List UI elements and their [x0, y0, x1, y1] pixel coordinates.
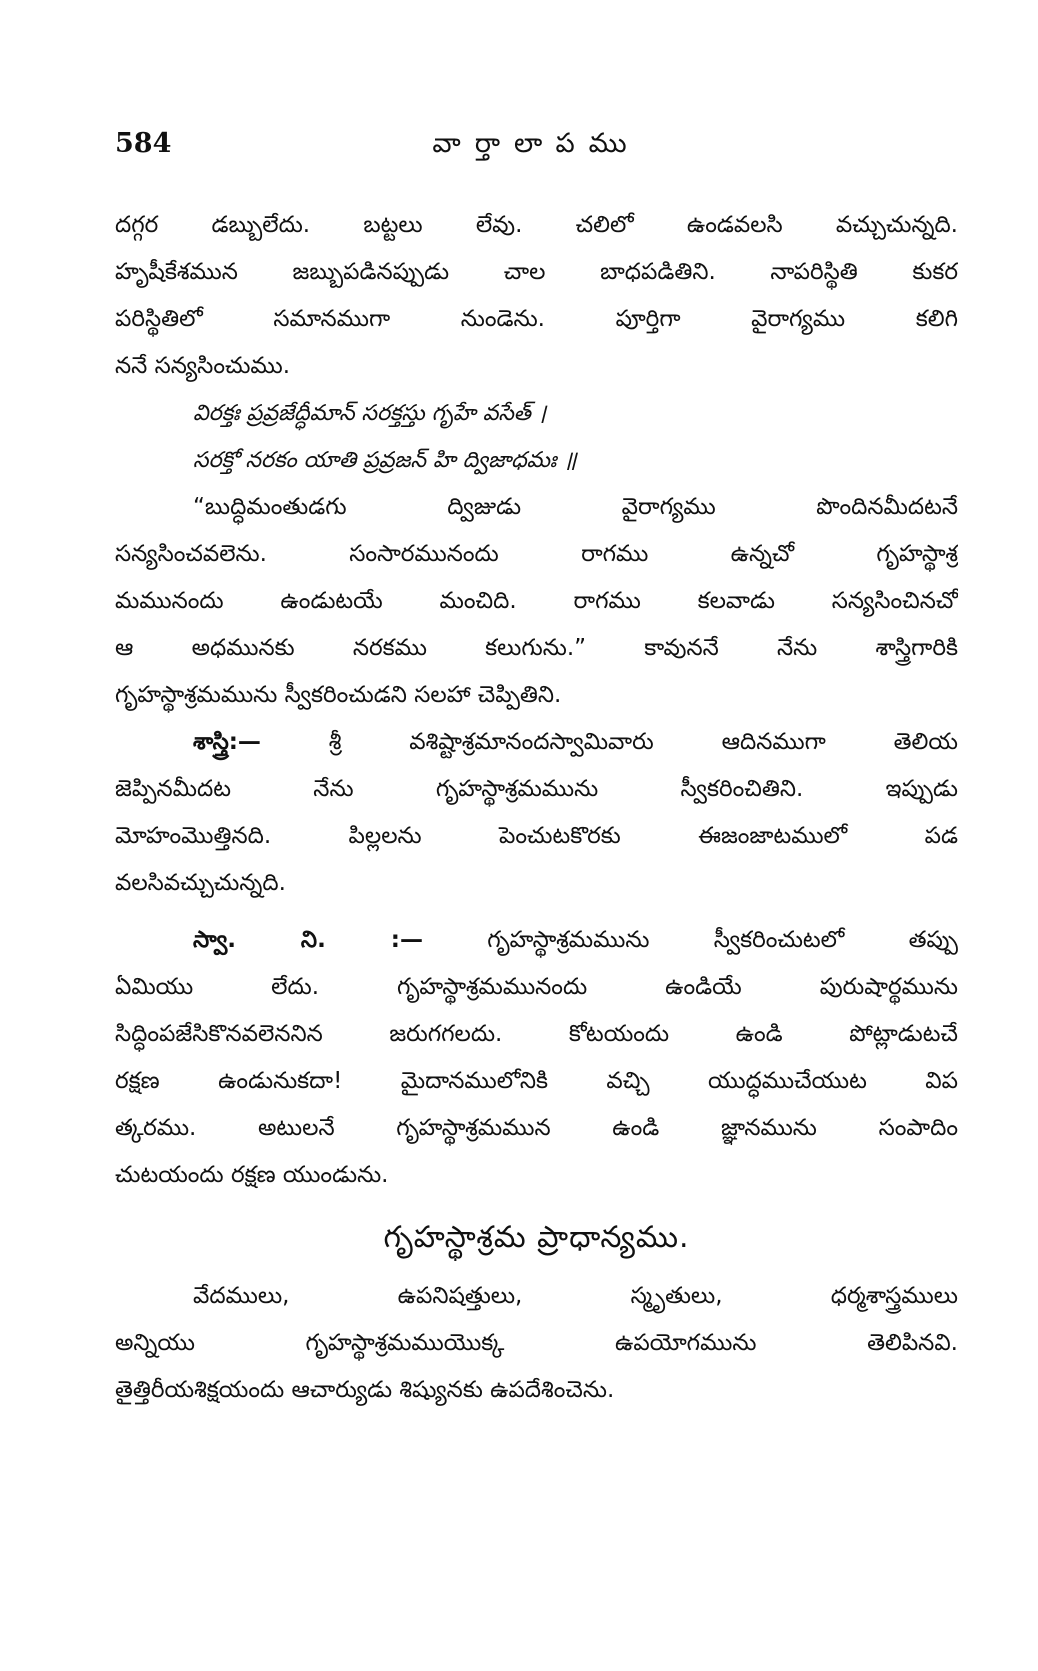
paragraph-gap — [115, 907, 958, 917]
text-line: మోహంమొత్తినది. పిల్లలను పెంచుటకొరకు ఈజంజాటములో పడ — [115, 823, 958, 849]
text-line: గృహస్థాశ్రమమును స్వీకరించుడని సలహా చెప్పితిని. — [115, 682, 562, 708]
text-line: చుటయందు రక్షణ యుండును. — [115, 1162, 389, 1188]
dialogue-text: గృహస్థాశ్రమమును స్వీకరించుటలో తప్పు — [487, 927, 958, 953]
text-line: మమునందు ఉండుటయే మంచిది. రాగము కలవాడు సన్యసించినచో — [115, 588, 958, 614]
dialogue-first-line — [115, 719, 958, 766]
sanskrit-verse — [115, 390, 958, 484]
paragraph-5 — [115, 1273, 958, 1414]
text-line: వలసివచ్చుచున్నది. — [115, 870, 286, 896]
dialogue-text: శ్రీ వశిష్టాశ్రమానందస్వామివారు ఆదినముగా తెలియ — [328, 729, 958, 755]
text-line: అన్నియు గృహస్థాశ్రమముయొక్క ఉపయోగమును తెలిపినవి. — [115, 1330, 958, 1356]
speaker-label: శాస్త్రి:— — [193, 729, 261, 755]
text-line: హృషీకేశమున జబ్బుపడినప్పుడు చాల బాధపడితిని. నాపరిస్థితి కుకర — [115, 259, 958, 285]
verse-line: సరక్తో నరకం యాతి ప్రవ్రజన్ హి ద్విజాధమః ॥ — [193, 448, 577, 473]
page-header — [115, 128, 958, 184]
text-line: “బుద్ధిమంతుడగు ద్విజుడు వైరాగ్యము పొందినమీదటనే — [193, 494, 958, 520]
text-line: ఆ అధమునకు నరకము కలుగును.” కావుననే నేను శాస్త్రిగారికి — [115, 635, 958, 661]
running-title: వార్తాలాపము — [432, 128, 641, 159]
text-line: ననే సన్యసించుము. — [115, 353, 291, 379]
paragraph-4 — [115, 917, 958, 1199]
text-line: సన్యసించవలెను. సంసారమునందు రాగము ఉన్నచో గృహస్థాశ్ర — [115, 541, 958, 567]
page-number: 584 — [115, 128, 172, 159]
paragraph-2 — [115, 484, 958, 719]
text-line: రక్షణ ఉండునుకదా! మైదానములోనికి వచ్చి యుద్ధముచేయుట విప — [115, 1068, 958, 1094]
text-line: దగ్గర డబ్బులేదు. బట్టలు లేవు. చలిలో ఉండవలసి వచ్చుచున్నది. — [115, 212, 958, 238]
verse-line: విరక్తః ప్రవ్రజేద్ధీమాన్ సరక్తస్తు గృహే వసేత్ । — [193, 401, 547, 426]
text-line: త్కరము. అటులనే గృహస్థాశ్రమమున ఉండి జ్ఞానమును సంపాదిం — [115, 1115, 958, 1141]
paragraph-1 — [115, 202, 958, 390]
text-line: పరిస్థితిలో సమానముగా నుండెను. పూర్తిగా వైరాగ్యము కలిగి — [115, 306, 958, 332]
text-line: ఏమియు లేదు. గృహస్థాశ్రమమునందు ఉండియే పురుషార్థమును — [115, 974, 958, 1000]
section-heading: గృహస్థాశ్రమ ప్రాధాన్యము. — [383, 1220, 690, 1255]
text-line: తైత్తిరీయశిక్షయందు ఆచార్యుడు శిష్యునకు ఉపదేశించెను. — [115, 1377, 615, 1403]
paragraph-3 — [115, 719, 958, 907]
speaker-label: స్వా. ని. :— — [193, 927, 423, 953]
text-line: సిద్ధింపజేసికొనవలెననిన జరుగగలదు. కోటయందు ఉండి పోట్లాడుటచే — [115, 1021, 958, 1047]
text-line: వేదములు, ఉపనిషత్తులు, స్మృతులు, ధర్మశాస్త్రములు — [193, 1283, 958, 1309]
text-line: జెప్పినమీదట నేను గృహస్థాశ్రమమును స్వీకరించితిని. ఇప్పుడు — [115, 776, 958, 802]
dialogue-first-line — [115, 917, 958, 964]
